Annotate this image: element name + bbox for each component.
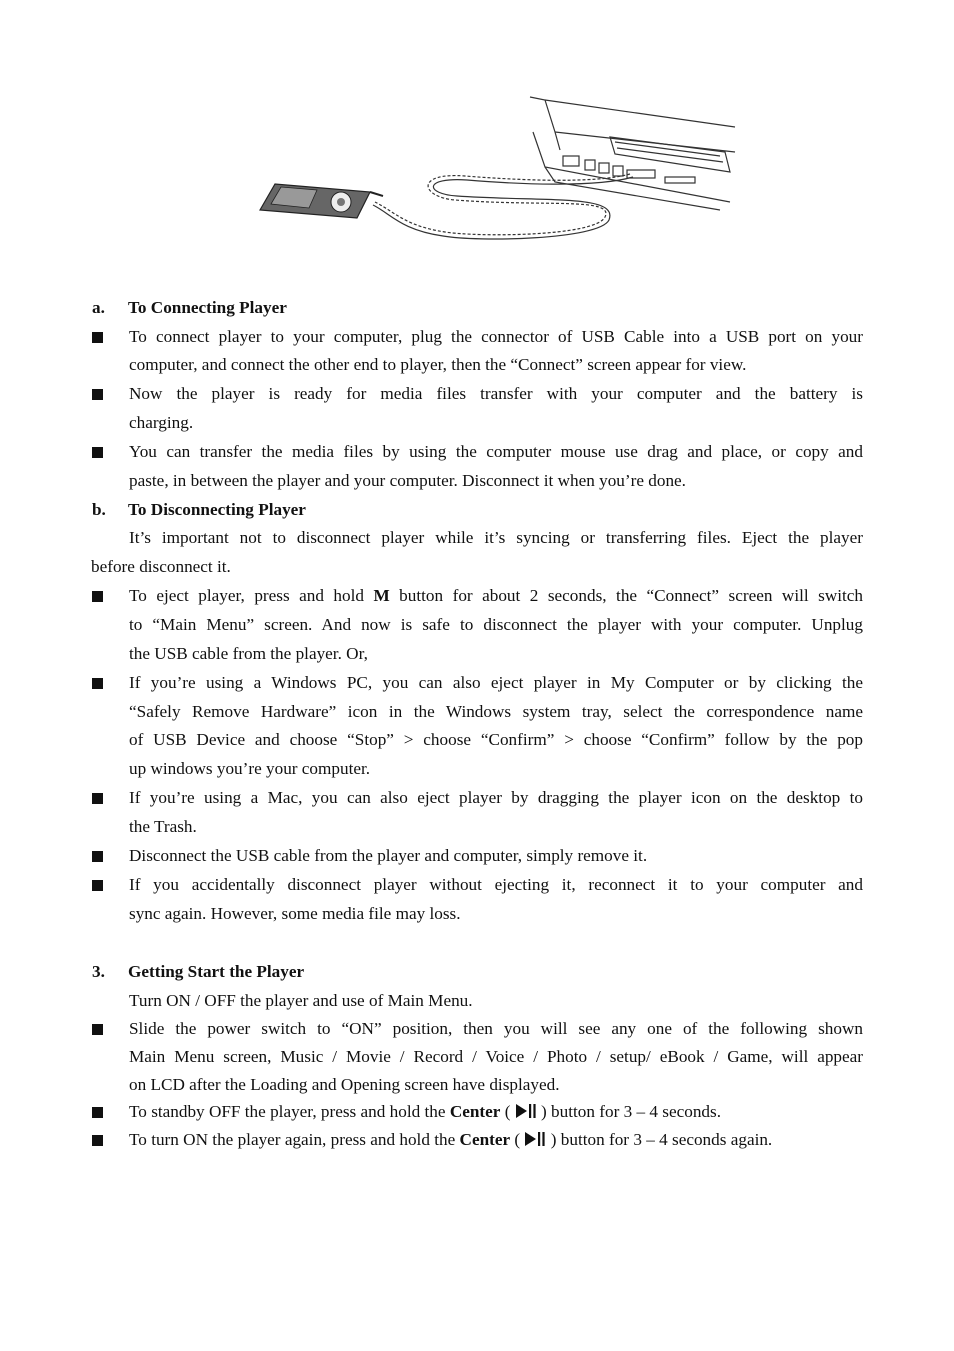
standby-text-pre: To standby OFF the player, press and hold the xyxy=(129,1102,450,1121)
square-bullet-icon xyxy=(92,389,103,400)
square-bullet-icon xyxy=(92,332,103,343)
play-pause-icon xyxy=(515,1103,537,1119)
bullet-windows-line2: “Safely Remove Hardware” icon in the Windows system tray, select the correspondence name xyxy=(129,702,863,721)
bullet-mac-line1: If you’re using a Mac, you can also eject player by dragging the player icon on the desktop to xyxy=(129,788,863,807)
bullet-windows-line4: up windows you’re your computer. xyxy=(129,759,371,778)
usb-connection-illustration xyxy=(215,92,745,247)
turnon-key: Center xyxy=(459,1130,511,1149)
square-bullet-icon xyxy=(92,851,103,862)
bullet-a1-line2: computer, and connect the other end to player, then the “Connect” screen appear for view. xyxy=(129,355,747,374)
square-bullet-icon xyxy=(92,1135,103,1146)
bullet-slide-line2: Main Menu screen, Music / Movie / Record / Voice / Photo / setup/ eBook / Game, will appear xyxy=(129,1047,863,1066)
bullet-turnon xyxy=(129,1125,772,1154)
bullet-a3-line2: paste, in between the player and your computer. Disconnect it when you’re done. xyxy=(129,471,686,490)
section-3-intro: Turn ON / OFF the player and use of Main Menu. xyxy=(129,991,473,1010)
section-3-label: 3. xyxy=(92,962,105,981)
section-a-label: a. xyxy=(92,298,105,317)
bullet-a2-line1: Now the player is ready for media files transfer with your computer and the battery is xyxy=(129,384,863,403)
square-bullet-icon xyxy=(92,678,103,689)
eject-text-post: button for about 2 seconds, the “Connect” screen will switch xyxy=(389,586,864,605)
section-b-intro-line2: before disconnect it. xyxy=(91,557,231,576)
bullet-disconnect: Disconnect the USB cable from the player and computer, simply remove it. xyxy=(129,846,648,865)
bullet-accident-line1: If you accidentally disconnect player without ejecting it, reconnect it to your computer and xyxy=(129,875,863,894)
bullet-slide-line3: on LCD after the Loading and Opening screen have displayed. xyxy=(129,1075,560,1094)
square-bullet-icon xyxy=(92,880,103,891)
square-bullet-icon xyxy=(92,591,103,602)
eject-key: M xyxy=(373,586,390,605)
eject-text-pre: To eject player, press and hold xyxy=(129,586,374,605)
bullet-slide-line1: Slide the power switch to “ON” position, then you will see any one of the following shown xyxy=(129,1019,863,1038)
standby-open: ( xyxy=(500,1102,515,1121)
bullet-windows-line1: If you’re using a Windows PC, you can also eject player in My Computer or by clicking the xyxy=(129,673,863,692)
square-bullet-icon xyxy=(92,1107,103,1118)
play-pause-icon xyxy=(524,1131,546,1147)
square-bullet-icon xyxy=(92,447,103,458)
bullet-eject-line1 xyxy=(129,581,863,610)
bullet-a2-line2: charging. xyxy=(129,413,194,432)
turnon-open: ( xyxy=(510,1130,525,1149)
standby-text-post: ) button for 3 – 4 seconds. xyxy=(541,1102,721,1121)
section-a-heading xyxy=(92,293,287,322)
bullet-accident-line2: sync again. However, some media file may loss. xyxy=(129,904,461,923)
square-bullet-icon xyxy=(92,793,103,804)
bullet-a3-line1: You can transfer the media files by using the computer mouse use drag and place, or copy and xyxy=(129,442,863,461)
section-b-heading xyxy=(92,495,306,524)
turnon-text-pre: To turn ON the player again, press and hold the xyxy=(129,1130,460,1149)
section-b-intro-line1: It’s important not to disconnect player while it’s syncing or transferring files. Eject the player xyxy=(129,528,863,547)
bullet-eject-line2: to “Main Menu” screen. And now is safe to disconnect the player with your computer. Unplug xyxy=(129,615,863,634)
turnon-text-post: ) button for 3 – 4 seconds again. xyxy=(550,1130,773,1149)
section-3-heading xyxy=(92,957,305,986)
square-bullet-icon xyxy=(92,1024,103,1035)
bullet-mac-line2: the Trash. xyxy=(129,817,197,836)
bullet-eject-line3: the USB cable from the player. Or, xyxy=(129,644,368,663)
section-b-label: b. xyxy=(92,500,106,519)
section-a-title: To Connecting Player xyxy=(128,298,287,317)
section-3-title: Getting Start the Player xyxy=(128,962,305,981)
section-b-title: To Disconnecting Player xyxy=(128,500,306,519)
bullet-a1-line1: To connect player to your computer, plug the connector of USB Cable into a USB port on your xyxy=(129,327,863,346)
standby-key: Center xyxy=(449,1102,501,1121)
bullet-standby xyxy=(129,1097,721,1126)
bullet-windows-line3: of USB Device and choose “Stop” > choose “Confirm” > choose “Confirm” follow by the pop xyxy=(129,730,863,749)
